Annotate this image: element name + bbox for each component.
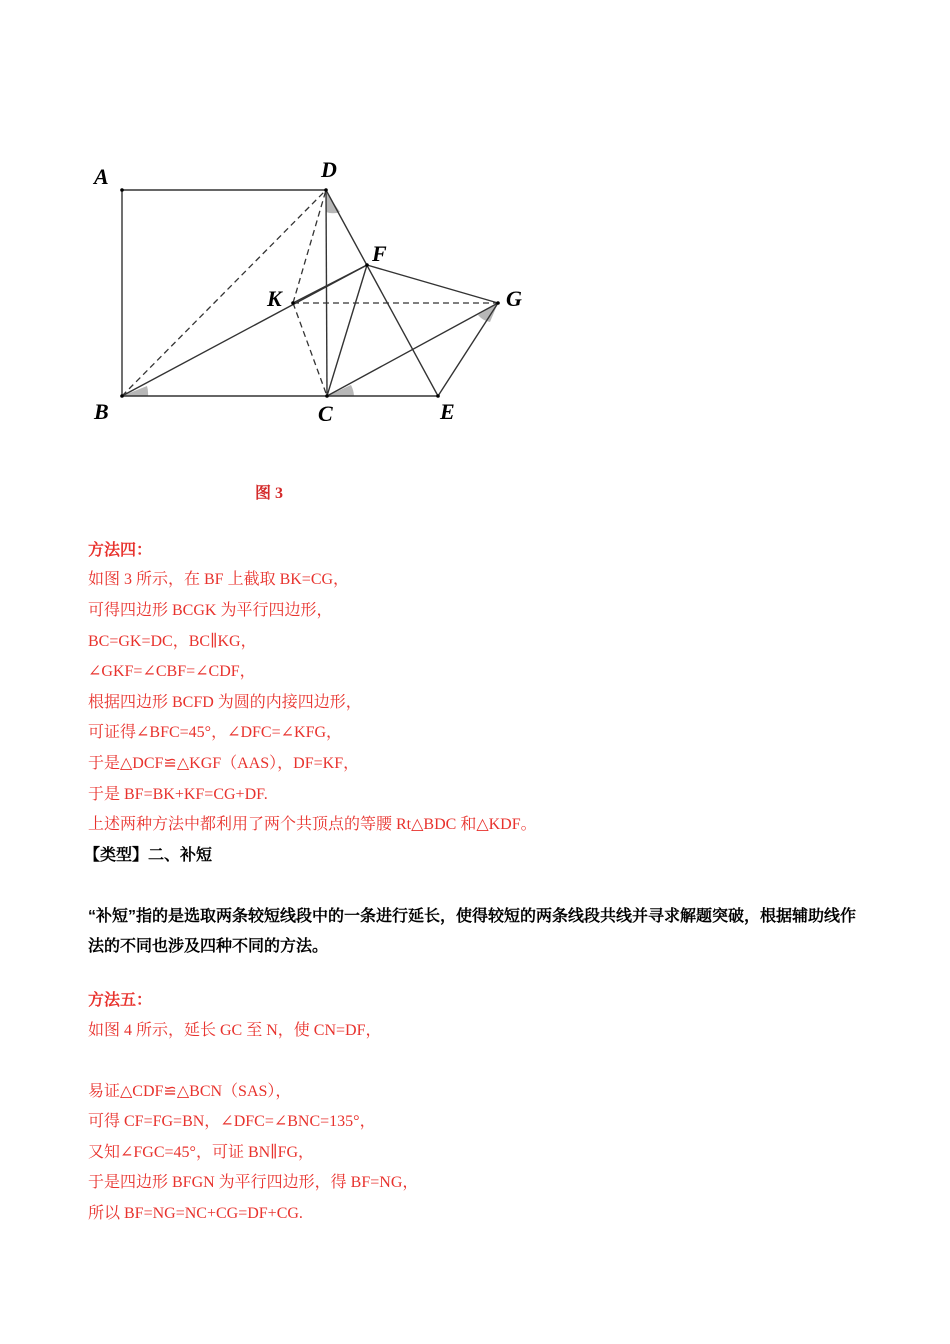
method4-line: BC=GK=DC，BC∥KG， [88,633,257,650]
label-F: F [372,241,387,266]
label-B: B [94,399,109,424]
method4-line: 可证得∠BFC=45°，∠DFC=∠KFG， [88,724,343,741]
figure-caption: 图 3 [255,485,284,502]
method5-line: 如图 4 所示，延长 GC 至 N，使 CN=DF， [88,1022,382,1039]
method5-line: 又知∠FGC=45°，可证 BN∥FG， [88,1144,315,1161]
point-D [324,188,328,192]
geometry-diagram [80,150,540,440]
point-K [291,301,295,305]
label-A: A [94,164,109,189]
point-B [120,394,124,398]
label-C: C [318,401,333,426]
segment-FC [327,265,367,396]
method5-line: 所以 BF=NG=NC+CG=DF+CG. [88,1205,303,1222]
method4-heading: 方法四： [88,542,153,559]
segment-FG [367,265,498,303]
method5-line: 于是四边形 BFGN 为平行四边形，得 BF=NG， [88,1174,419,1191]
intro-paragraph: “补短”指的是选取两条较短线段中的一条进行延长，使得较短的两条线段共线并寻求解题突破，根据辅助线作法的不同也涉及四种不同的方法。 [88,908,857,955]
label-E: E [440,399,455,424]
method4-line: 于是△DCF≌△KGF（AAS），DF=KF， [88,755,360,772]
method5-line: 可得 CF=FG=BN，∠DFC=∠BNC=135°， [88,1113,376,1130]
method5-line: 易证△CDF≌△BCN（SAS）， [88,1083,292,1100]
segment-DE [326,190,438,396]
method4-line: 可得四边形 BCGK 为平行四边形， [88,602,333,619]
type-heading: 【类型】二、补短 [84,847,213,864]
point-E [436,394,440,398]
segment-KF [293,265,367,303]
dashed-KD [293,190,326,303]
label-G: G [506,286,522,311]
label-K: K [267,286,282,311]
point-C [325,394,329,398]
method4-line: ∠GKF=∠CBF=∠CDF， [88,663,256,680]
label-D: D [321,157,337,182]
dashed-KC [293,303,327,396]
method4-line: 上述两种方法中都利用了两个共顶点的等腰 Rt△BDC 和△KDF。 [88,816,537,833]
point-F [365,263,369,267]
method4-line: 根据四边形 BCFD 为圆的内接四边形， [88,694,362,711]
point-A [120,188,124,192]
point-G [496,301,500,305]
segment-GE [438,303,498,396]
method4-line: 如图 3 所示，在 BF 上截取 BK=CG， [88,571,350,588]
segment-CG [327,303,498,396]
segment-DC [326,190,327,396]
geometry-figure-3 [80,150,540,440]
method4-line: 于是 BF=BK+KF=CG+DF. [88,786,268,803]
method5-heading: 方法五： [88,992,153,1009]
